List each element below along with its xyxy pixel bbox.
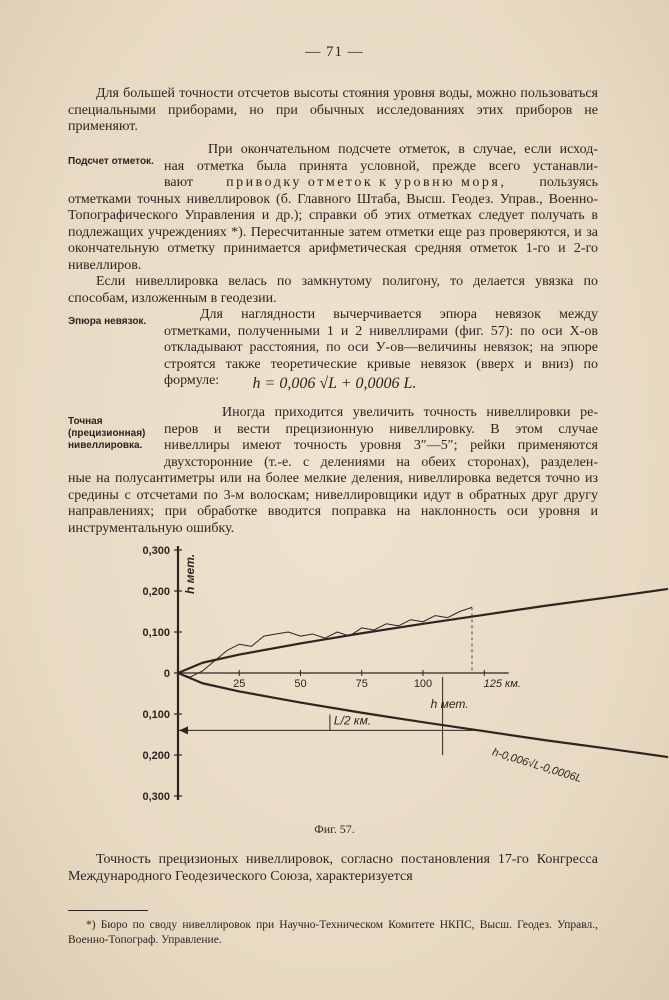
lower-curve-formula: h-0,006√L-0,0006L xyxy=(490,746,584,786)
h-arrow-head xyxy=(179,726,188,734)
paragraph-precision-line1: Иногда приходится увеличить точность нивеллировки ре- xyxy=(222,405,598,420)
series-theoretical_upper xyxy=(178,589,668,673)
marks-line3-spaced: приводку отметок к уровню моря, xyxy=(226,175,507,190)
formula: h = 0,006 √L + 0,0006 L. xyxy=(252,375,417,392)
half-l-label: L/2 км. xyxy=(333,713,372,728)
marks-line3-pre: вают xyxy=(164,175,194,190)
y-tick-label: 0,200 xyxy=(142,750,170,762)
x-tick-label: 100 xyxy=(413,678,433,690)
paragraph-precision-line4: двухсторонние (т.-е. с делениями на обеих сторонах), разделен- xyxy=(164,454,598,470)
footnote-divider xyxy=(68,910,148,911)
footnote-text: *) Бюро по своду нивеллировок при Научно-Техническом Комитете НКПС, Высш. Геодез. Управл., Военно-Топограф. Управление. xyxy=(68,919,598,946)
y-tick-label: 0,200 xyxy=(142,586,170,598)
x-tick-label: 125 км. xyxy=(483,678,521,690)
paragraph-marks-line1: При окончательном подсчете отметок, в случае, если исход- xyxy=(208,142,598,157)
y-tick-label: 0,100 xyxy=(142,627,170,639)
x-tick-label: 50 xyxy=(294,678,307,690)
paragraph-polygon xyxy=(68,274,598,307)
y-tick-label: 0,300 xyxy=(142,545,170,557)
paragraph-diagram-line1: Для наглядности вычерчивается эпюра невязок между xyxy=(200,307,598,322)
series-observed xyxy=(178,607,472,677)
paragraph-precision-line3: нивеллиры имеют точность уровня 3″—5″; рейки применяются xyxy=(164,438,598,453)
paragraph-intro xyxy=(68,86,598,136)
chart-figure-57 xyxy=(0,528,669,828)
y-tick-label: 0,300 xyxy=(142,791,170,803)
y-axis-label: h мет. xyxy=(183,553,197,594)
paragraph-congress-text: Точность прецизионых нивеллировок, согласно постановления 17-го Конгресса Международного Геодезического Союза, характеризуется xyxy=(68,852,598,884)
y-tick-label: 0 xyxy=(163,668,170,680)
paragraph-marks-line2: ная отметка была принята условной, прежде всего устанавли- xyxy=(164,158,598,174)
h-marker-label: h мет. xyxy=(430,696,469,711)
marks-line3-post: пользуясь xyxy=(539,175,598,190)
y-tick-label: 0,100 xyxy=(142,709,170,721)
x-tick-label: 75 xyxy=(355,678,368,690)
paragraph-congress xyxy=(68,852,598,885)
paragraph-diagram-rest: отметками, полученными 1 и 2 нивеллирами (фиг. 57): по оси Х-ов откладывают расстояния, по оси У-ов—величины невязок; на эпюре строятся также теоретические кривые невязок (вверх и вниз) по формуле: xyxy=(164,323,598,388)
footnote xyxy=(68,918,598,948)
page-number: — 71 — xyxy=(305,44,364,60)
paragraph-intro-text: Для большей точности отсчетов высоты стояния уровня воды, можно пользоваться специальными приборами, но при обычных исследованиях этих приборов не применяют. xyxy=(68,86,598,134)
paragraph-marks-line3 xyxy=(164,175,598,192)
margin-note-diagram: Эпюра невязок. xyxy=(68,316,147,327)
paragraph-precision-rest: ные на полусантиметры или на более мелкие деления, нивеллировка ведется точно из средины с отсчетами по 3-м волоскам; нивеллировщики идут в обратных друг другу направлениях; при обработке вводится поправка на наклонность оси уровня и инструментальную ошибку. xyxy=(68,471,598,536)
paragraph-marks-rest: отметками точных нивеллировок (б. Главного Штаба, Высш. Геодез. Управ., Военно-Топографического Управления и др.); справки об этих отметках следует получать в подлежащих учреждениях *). Пересчитанные затем отметки еще раз проверяются, и за окончательную отметку принимается арифметическая средняя отметок 1-го и 2-го нивеллиров. xyxy=(68,191,598,273)
paragraph-precision-line2: перов и вести прецизионную нивеллировку. В этом случае xyxy=(164,421,598,437)
paragraph-polygon-text: Если нивеллировка велась по замкнутому полигону, то делается увязка по способам, изложенным в геодезии. xyxy=(68,274,598,306)
margin-note-precision: Точная (прецизионная) нивеллировка. xyxy=(68,416,146,451)
figure-caption: Фиг. 57. xyxy=(314,822,355,836)
x-tick-label: 25 xyxy=(233,678,246,690)
margin-note-marks: Подсчет отметок. xyxy=(68,156,154,167)
